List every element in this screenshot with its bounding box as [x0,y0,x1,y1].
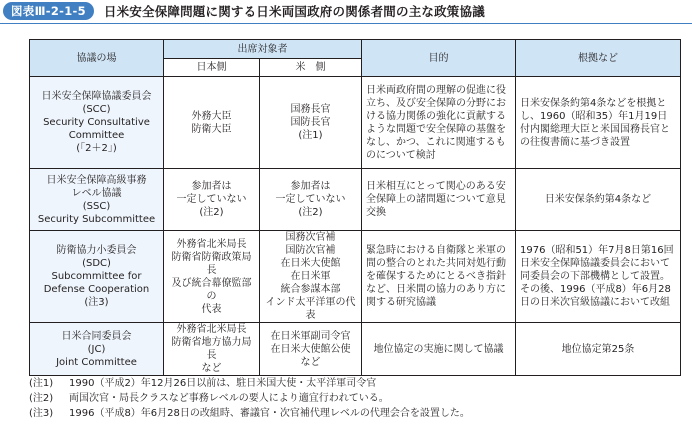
table-row [30,169,681,231]
header-row [30,40,681,59]
row-scc-purpose: 日米両政府間の理解の促進に役立ち、及び安全保障の分野における協力関係の強化に貢献するような問題で安全保障の基盤をなし、かつ、これに関連するものについて検討 [362,77,516,169]
col-header-japan: 日本側 [164,59,260,77]
row-jc-japan: 外務省北米局長 防衛省地方協力局長 など [164,323,260,376]
row-sdc-japan: 外務省北米局長 防衛省防衛政策局長 及び統合幕僚監部の 代表 [164,231,260,323]
row-sdc-forum: 防衛協力小委員会 (SDC) Subcommittee for Defense Cooperation (注3) [30,231,164,323]
consultation-table [29,39,681,376]
row-jc-forum: 日米合同委員会 (JC) Joint Committee [30,323,164,376]
footnotes [29,376,689,421]
table-row [30,323,681,376]
col-header-participants: 出席対象者 [164,40,362,59]
col-header-us: 米 側 [260,59,362,77]
row-ssc-forum: 日米安全保障高級事務 レベル協議 (SSC) Security Subcommittee [30,169,164,231]
row-ssc-basis: 日米安保条約第4条など [516,169,681,231]
col-header-purpose: 目的 [362,40,516,77]
figure-label: 図表Ⅲ-2-1-5 [3,2,94,20]
table-row [30,231,681,323]
footnote-label: (注3) [29,408,54,419]
row-sdc-purpose: 緊急時における自衛隊と米軍の間の整合のとれた共同対処行動を確保するためにとるべき指針など、日米間の協力のあり方に関する研究協議 [362,231,516,323]
row-sdc-basis: 1976（昭和51）年7月8日第16回日米安全保障協議委員会において同委員会の下部機構として設置。その後、1996（平成8）年6月28日の日米次官級協議において改組 [516,231,681,323]
row-scc-japan: 外務大臣 防衛大臣 [164,77,260,169]
footnote-3 [29,406,689,421]
footnote-text: 1990（平成2）年12月26日以前は、駐日米国大使・太平洋軍司令官 [69,378,377,389]
figure-title: 日米安全保障問題に関する日米両国政府の関係者間の主な政策協議 [103,4,485,19]
footnote-1 [29,376,689,391]
row-ssc-japan: 参加者は 一定していない (注2) [164,169,260,231]
footnote-2 [29,391,689,406]
row-ssc-us: 参加者は 一定していない (注2) [260,169,362,231]
row-sdc-us: 国務次官補 国防次官補 在日米大使館 在日米軍 統合参謀本部 インド太平洋軍の代表 [260,231,362,323]
footnote-label: (注2) [29,393,54,404]
row-scc-forum: 日米安全保障協議委員会 (SCC) Security Consultative Committee (「2＋2」) [30,77,164,169]
footnote-text: 1996（平成8）年6月28日の改組時、審議官・次官補代理レベルの代理会合を設置した。 [69,408,470,419]
header-divider [0,23,692,24]
row-jc-purpose: 地位協定の実施に関して協議 [362,323,516,376]
col-header-basis: 根拠など [516,40,681,77]
col-header-forum: 協議の場 [30,40,164,77]
row-jc-us: 在日米軍副司令官 在日米大使館公使 など [260,323,362,376]
row-scc-basis: 日米安保条約第4条などを根拠とし、1960（昭和35）年1月19日付内閣総理大臣と米国国務長官との往復書簡に基づき設置 [516,77,681,169]
row-jc-basis: 地位協定第25条 [516,323,681,376]
figure-header [0,0,692,22]
table-row [30,77,681,169]
footnote-text: 両国次官・局長クラスなど事務レベルの要人により適宜行われている。 [69,393,389,404]
row-scc-us: 国務長官 国防長官 (注1) [260,77,362,169]
footnote-label: (注1) [29,378,54,389]
row-ssc-purpose: 日米相互にとって関心のある安全保障上の諸問題について意見交換 [362,169,516,231]
